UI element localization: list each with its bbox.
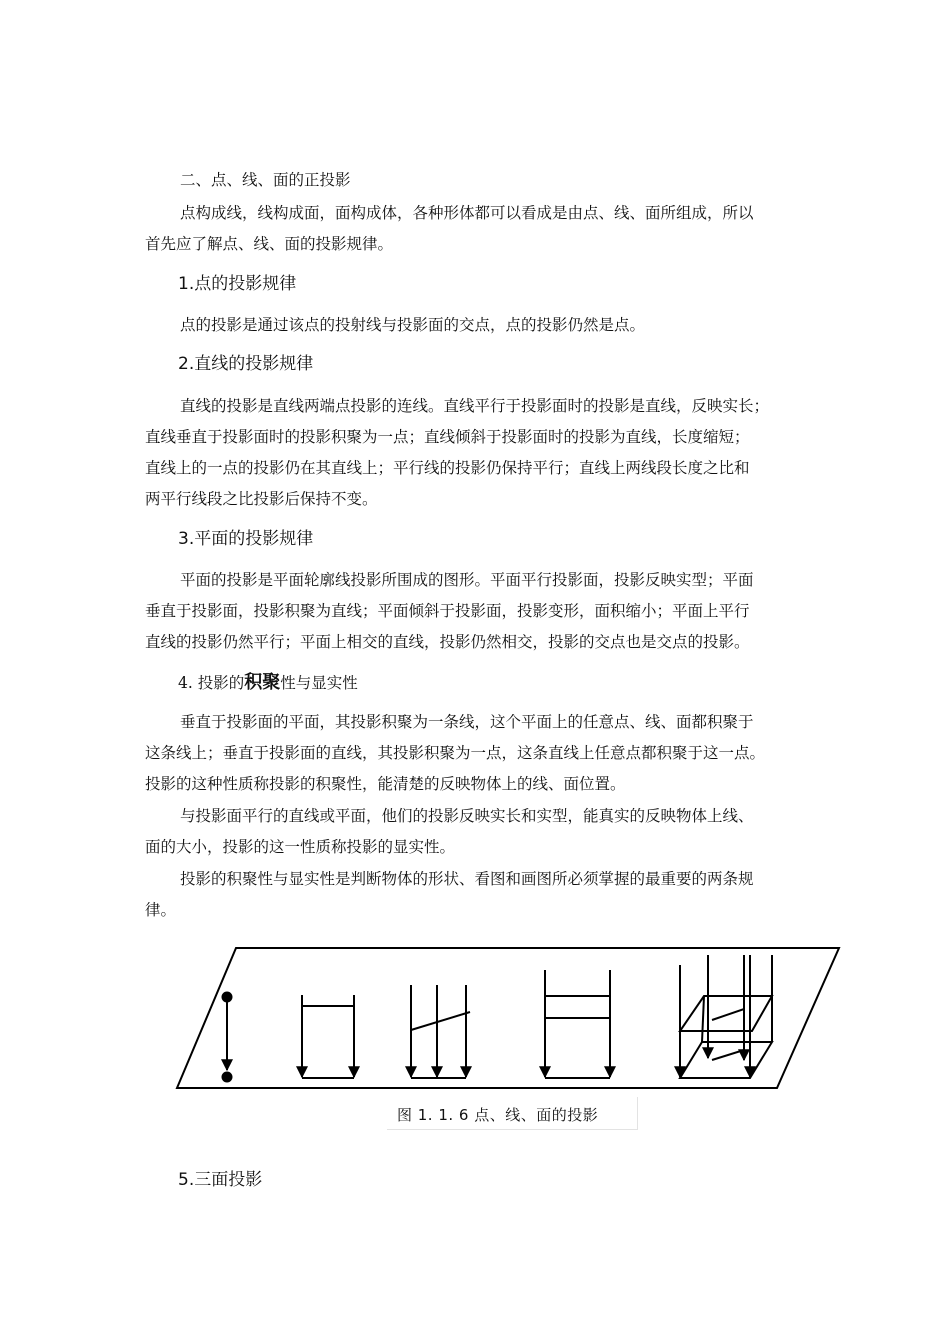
sec4-line-4: 与投影面平行的直线或平面，他们的投影反映实长和实型，能真实的反映物体上线、 <box>180 807 754 825</box>
inclined-line-projection-drawing <box>411 985 470 1078</box>
sec4-line-7: 律。 <box>145 901 177 919</box>
projection-plane <box>177 948 839 1088</box>
heading-point-projection: 1.点的投影规律 <box>178 274 297 294</box>
intro-line-2: 首先应了解点、线、面的投影规律。 <box>145 235 394 253</box>
sec4-line-1: 垂直于投影面的平面，其投影积聚为一条线，这个平面上的任意点、线、面都积聚于 <box>180 713 754 731</box>
sec4-line-2: 这条线上；垂直于投影面的直线，其投影积聚为一点，这条直线上任意点都积聚于这一点。 <box>145 744 766 762</box>
sec2-line-4: 两平行线段之比投影后保持不变。 <box>145 490 378 508</box>
point-projection-drawing <box>223 993 232 1082</box>
sec2-line-1: 直线的投影是直线两端点投影的连线。直线平行于投影面时的投影是直线，反映实长； <box>180 397 770 415</box>
sec3-line-3: 直线的投影仍然平行；平面上相交的直线，投影仍然相交，投影的交点也是交点的投影。 <box>145 633 750 651</box>
intro-line-1: 点构成线，线构成面，面构成体，各种形体都可以看成是由点、线、面所组成，所以 <box>180 204 754 222</box>
sec4-line-3: 投影的这种性质称投影的积聚性，能清楚的反映物体上的线、面位置。 <box>145 775 626 793</box>
heading4-suffix: 性与显实性 <box>280 674 358 692</box>
sec4-line-5: 面的大小，投影的这一性质称投影的显实性。 <box>145 838 456 856</box>
plane-projection-drawing <box>545 970 610 1078</box>
figure-caption: 图 1. 1. 6 点、线、面的投影 <box>397 1106 599 1124</box>
heading-accumulation-reality <box>178 672 358 694</box>
heading4-prefix: 4. 投影的 <box>178 674 245 692</box>
sec2-line-3: 直线上的一点的投影仍在其直线上；平行线的投影仍保持平行；直线上两线段长度之比和 <box>145 459 750 477</box>
heading4-emphasis: 积聚 <box>244 672 281 693</box>
solid-projection-drawing <box>680 955 772 1078</box>
sec1-line-1: 点的投影是通过该点的投射线与投影面的交点，点的投影仍然是点。 <box>180 316 646 334</box>
heading-line-projection: 2.直线的投影规律 <box>178 354 314 374</box>
heading-plane-projection: 3.平面的投影规律 <box>178 529 314 549</box>
sec3-line-1: 平面的投影是平面轮廓线投影所围成的图形。平面平行投影面，投影反映实型；平面 <box>180 571 754 589</box>
sec3-line-2: 垂直于投影面，投影积聚为直线；平面倾斜于投影面，投影变形，面积缩小；平面上平行 <box>145 602 750 620</box>
section-title: 二、点、线、面的正投影 <box>180 171 351 189</box>
sec4-line-6: 投影的积聚性与显实性是判断物体的形状、看图和画图所必须掌握的最重要的两条规 <box>180 870 754 888</box>
sec2-line-2: 直线垂直于投影面时的投影积聚为一点；直线倾斜于投影面时的投影为直线，长度缩短； <box>145 428 750 446</box>
heading-three-view-projection: 5.三面投影 <box>178 1170 263 1190</box>
perpendicular-line-projection-drawing <box>302 995 354 1078</box>
projection-figure <box>170 940 850 1100</box>
